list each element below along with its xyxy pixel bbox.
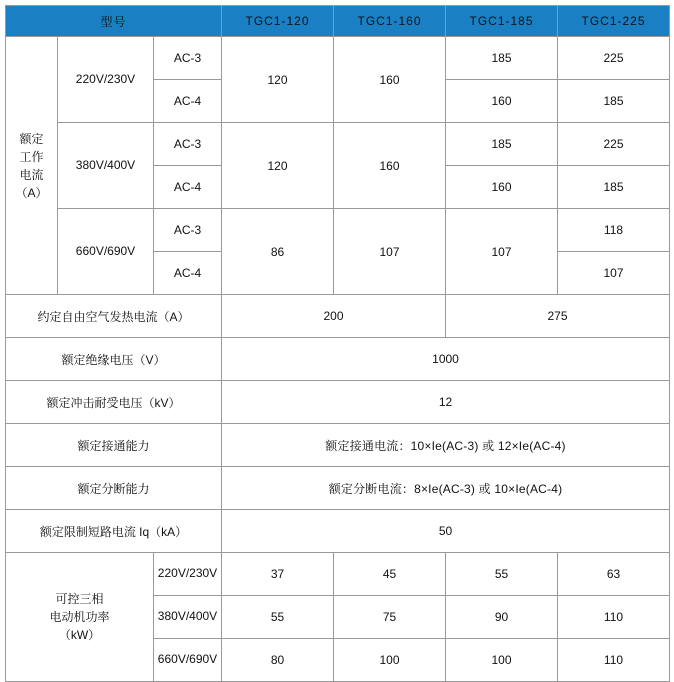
header-model-3: TGC1-185 [446,6,558,37]
voltage-group-660: 660V/690V [58,209,154,295]
table-row [6,424,670,467]
motor-power-660-col3: 100 [446,639,558,682]
motor-power-660-col1: 80 [222,639,334,682]
value-380-col1: 120 [222,123,334,209]
table-row [6,209,670,252]
value-380-col2: 160 [334,123,446,209]
header-model-2: TGC1-160 [334,6,446,37]
motor-power-380-col3: 90 [446,596,558,639]
table-row [6,381,670,424]
value-220-ac3-col3: 185 [446,37,558,80]
value-220-ac4-col4: 185 [558,80,670,123]
motor-power-380-col4: 110 [558,596,670,639]
motor-power-label-line-1: 可控三相 [55,592,104,606]
motor-power-380-col2: 75 [334,596,446,639]
motor-power-label [6,553,154,682]
rated-current-label-line-2: 工作 [19,149,44,164]
voltage-group-220: 220V/230V [58,37,154,123]
motor-power-220-col4: 63 [558,553,670,596]
value-660-ac4-col4: 107 [558,252,670,295]
table-row [6,510,670,553]
making-capacity-value: 额定接通电流：10×Ie(AC-3) 或 12×Ie(AC-4) [222,424,670,467]
value-220-col1: 120 [222,37,334,123]
value-380-ac4-col3: 160 [446,166,558,209]
motor-power-220-col3: 55 [446,553,558,596]
impulse-voltage-value: 12 [222,381,670,424]
row-label-thermal-current: 约定自由空气发热电流（A） [6,295,222,338]
util-category-ac3: AC-3 [154,37,222,80]
row-label-breaking-capacity: 额定分断能力 [6,467,222,510]
breaking-capacity-value: 额定分断电流：8×Ie(AC-3) 或 10×Ie(AC-4) [222,467,670,510]
specification-table [5,5,670,682]
value-380-ac3-col4: 225 [558,123,670,166]
rated-current-label-line-3: 电流 [19,167,44,182]
value-220-ac4-col3: 160 [446,80,558,123]
motor-voltage-380: 380V/400V [154,596,222,639]
value-220-col2: 160 [334,37,446,123]
table-header-row [6,6,670,37]
voltage-group-380: 380V/400V [58,123,154,209]
spec-table-page [0,5,674,667]
util-category-ac4: AC-4 [154,80,222,123]
value-660-col3: 107 [446,209,558,295]
insulation-voltage-value: 1000 [222,338,670,381]
table-row [6,123,670,166]
table-row [6,295,670,338]
util-category-ac3: AC-3 [154,123,222,166]
value-380-ac4-col4: 185 [558,166,670,209]
motor-power-label-line-2: 电动机功率 [49,610,110,624]
util-category-ac3: AC-3 [154,209,222,252]
util-category-ac4: AC-4 [154,252,222,295]
table-row [6,467,670,510]
motor-power-220-col1: 37 [222,553,334,596]
header-model-label: 型号 [6,6,222,37]
table-row [6,37,670,80]
rated-current-label [6,37,58,295]
motor-power-380-col1: 55 [222,596,334,639]
value-660-col2: 107 [334,209,446,295]
table-row [6,338,670,381]
value-380-ac3-col3: 185 [446,123,558,166]
header-model-1: TGC1-120 [222,6,334,37]
header-model-4: TGC1-225 [558,6,670,37]
rated-current-label-line-1: 额定 [19,131,44,146]
row-label-impulse-voltage: 额定冲击耐受电压（kV） [6,381,222,424]
value-660-col1: 86 [222,209,334,295]
rated-current-label-line-4: （A） [15,185,48,200]
motor-voltage-660: 660V/690V [154,639,222,682]
motor-power-220-col2: 45 [334,553,446,596]
value-660-ac3-col4: 118 [558,209,670,252]
table-row [6,553,670,596]
thermal-current-value-1: 200 [222,295,446,338]
row-label-insulation-voltage: 额定绝缘电压（V） [6,338,222,381]
row-label-making-capacity: 额定接通能力 [6,424,222,467]
util-category-ac4: AC-4 [154,166,222,209]
short-circuit-current-value: 50 [222,510,670,553]
motor-power-label-line-3: （kW） [58,628,101,642]
motor-voltage-220: 220V/230V [154,553,222,596]
motor-power-660-col4: 110 [558,639,670,682]
thermal-current-value-2: 275 [446,295,670,338]
row-label-short-circuit-current: 额定限制短路电流 Iq（kA） [6,510,222,553]
value-220-ac3-col4: 225 [558,37,670,80]
motor-power-660-col2: 100 [334,639,446,682]
